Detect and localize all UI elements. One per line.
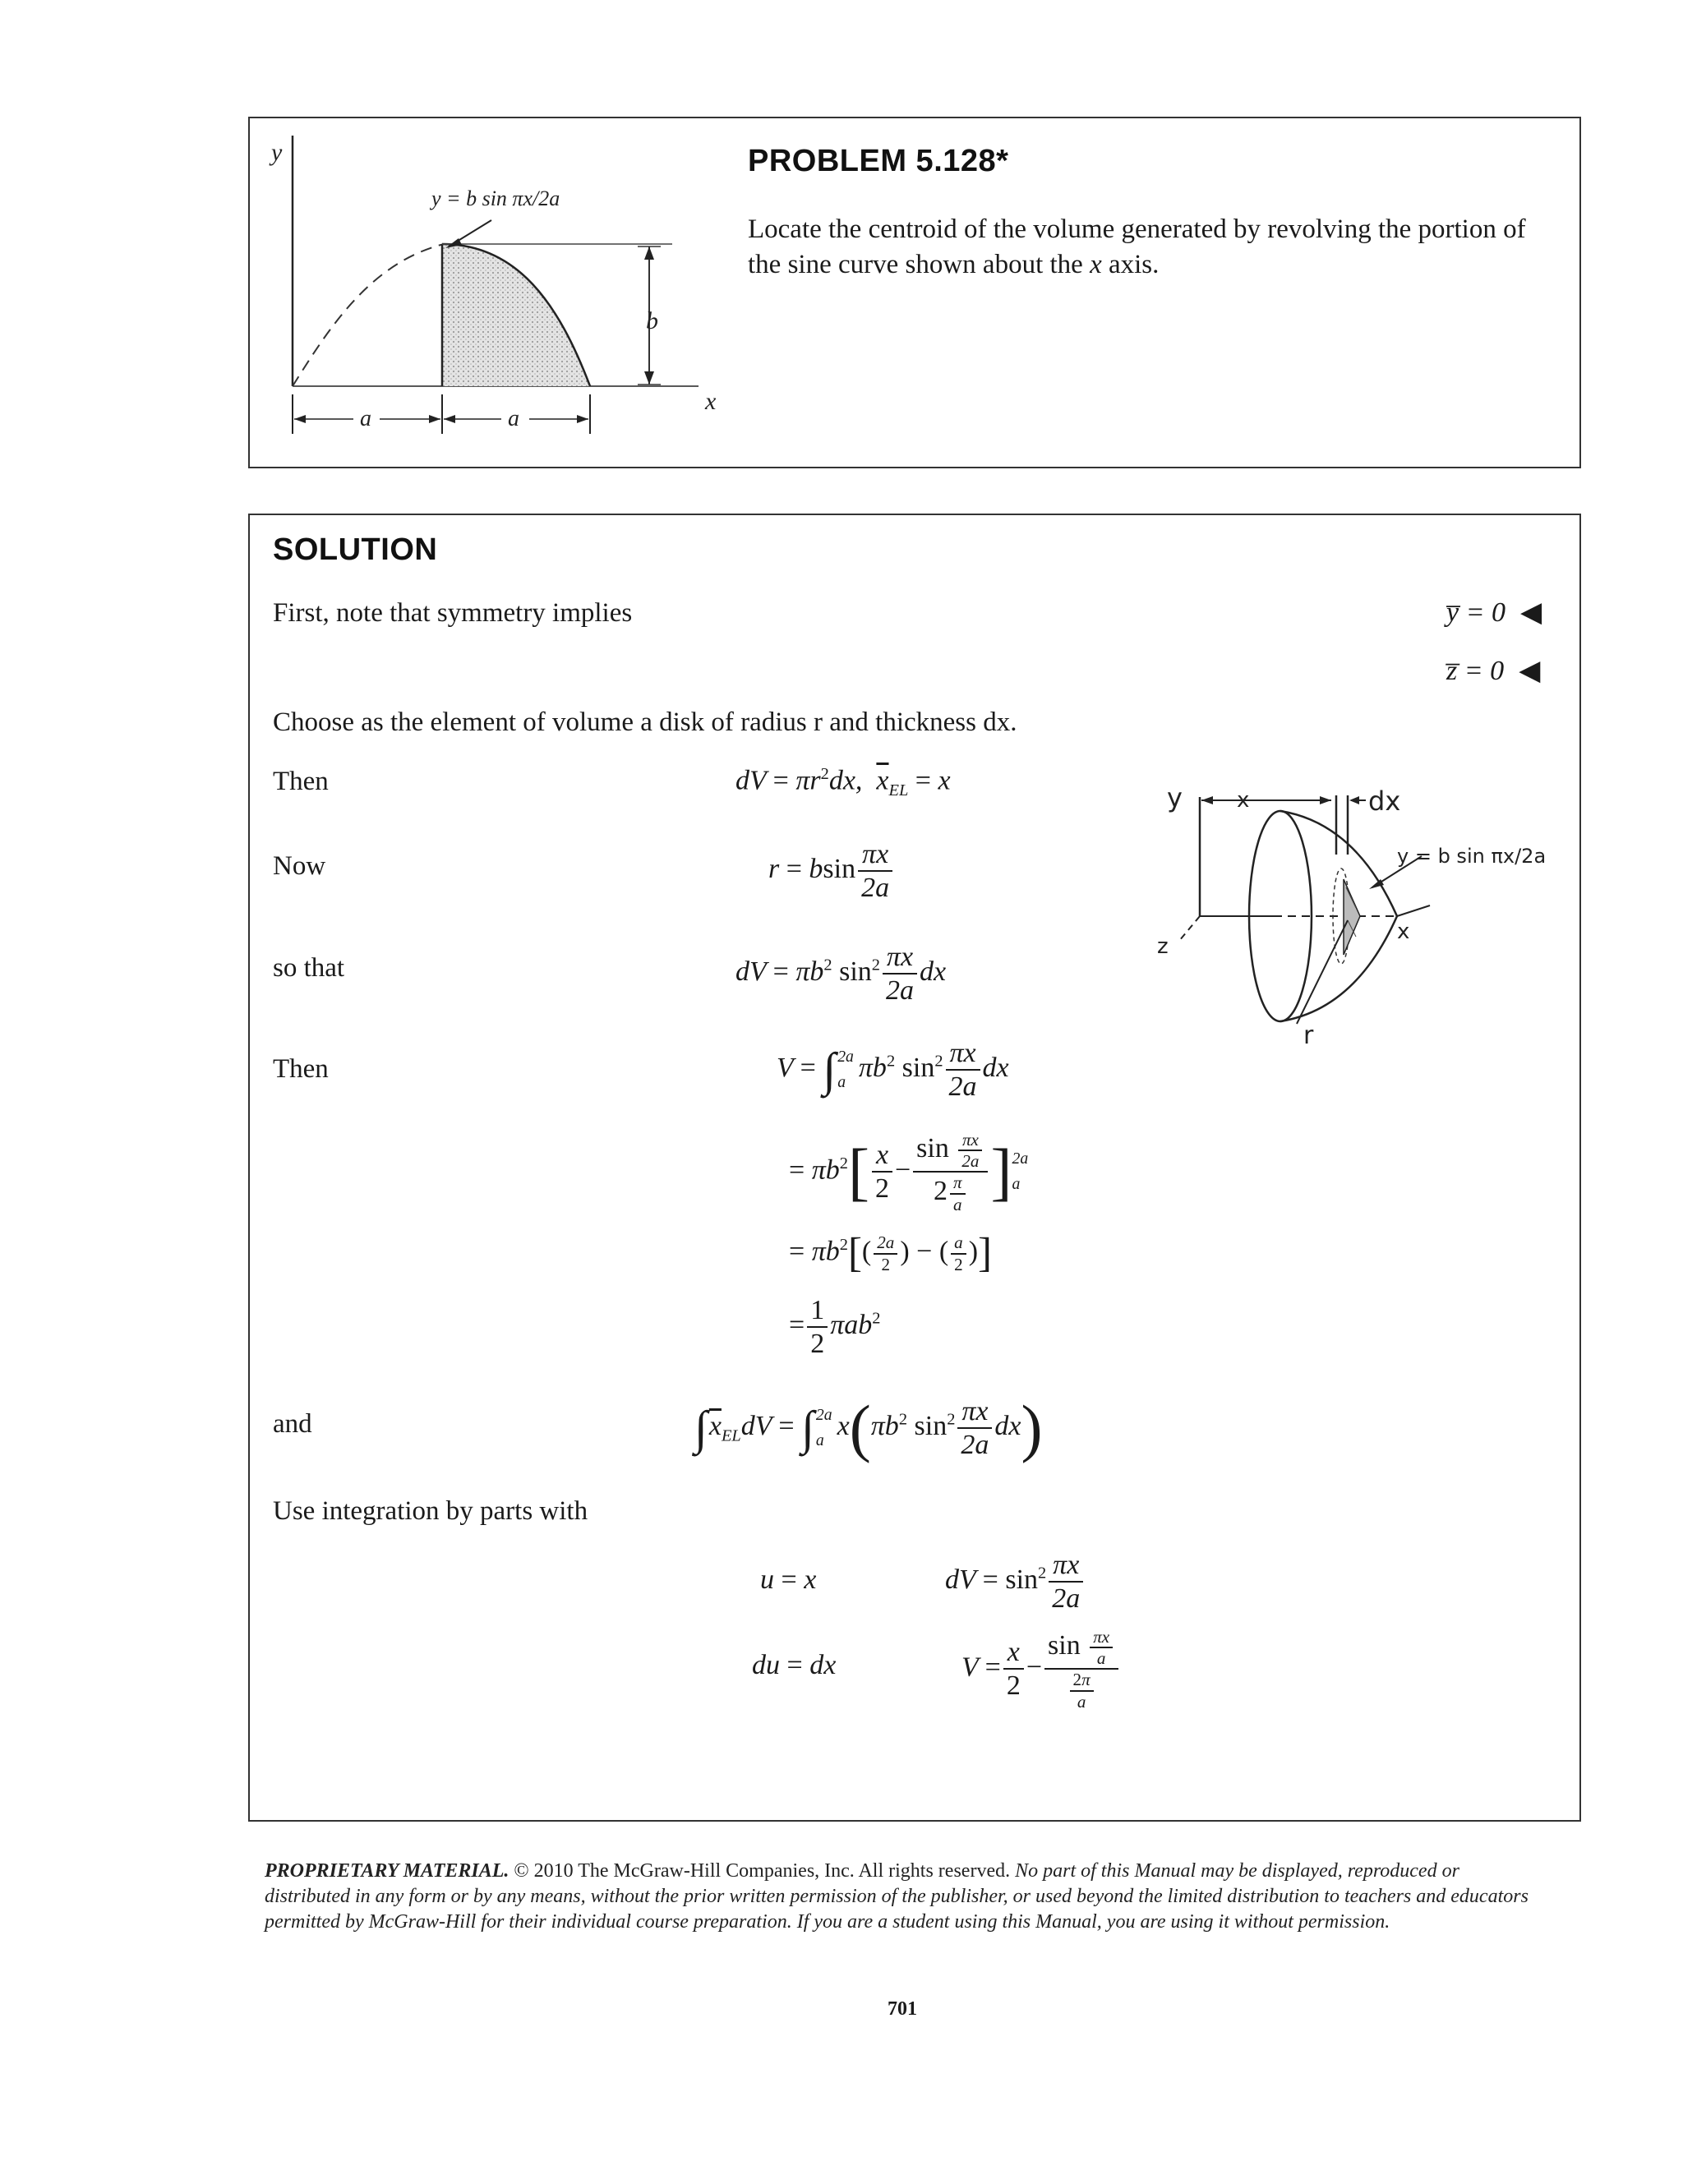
dim-left-label: a <box>360 406 371 431</box>
label-and: and <box>273 1409 312 1439</box>
problem-statement: Locate the centroid of the volume generated by revolving the portion of the sine curve shown about the x axis. <box>748 214 1526 279</box>
eq-du-def: du = dx <box>752 1650 837 1680</box>
problem-figure <box>255 123 748 460</box>
sketch-dx-label: dx <box>1368 786 1401 817</box>
height-label: b <box>646 307 658 334</box>
eq-V-parts: V = $\frac{x}{2}$ − sin $\frac{\pi x}{a}$ $\frac{2\pi}{a}$ <box>961 1627 1121 1712</box>
sketch-r-label: r <box>1303 1021 1314 1050</box>
sketch-z-label: z <box>1157 934 1169 959</box>
answer-y: y̅ = 0 ◀ <box>1446 597 1542 628</box>
problem-title: PROBLEM 5.128* <box>748 144 1009 178</box>
integration-parts-text: Use integration by parts with <box>273 1496 588 1526</box>
dim-right-label: a <box>508 406 519 431</box>
label-then-1: Then <box>273 767 329 796</box>
answer-marker-icon: ◀ <box>1520 597 1542 628</box>
choose-element-text: Choose as the element of volume a disk of radius r and thickness dx. <box>273 707 1017 737</box>
eq-volume-antiderivative: = $\pi b^2$[ $\frac{x}{2}$ − sin $\frac{\pi x}{2a}$ 2 $\frac{\pi}{a}$ ] 2a a <box>789 1130 1029 1214</box>
copyright-notice: PROPRIETARY MATERIAL. © 2010 The McGraw-Hill Companies, Inc. All rights reserved. No part of this Manual may be displayed, reproduced or distributed in any form or by any means, without the prior written permission of the publisher, or used beyond the limited distribution to teachers and educators permitted by McGraw-Hill for their individual course preparation. If you are a student using this Manual, you are using it without permission. <box>265 1860 1529 1933</box>
label-so-that: so that <box>273 953 345 983</box>
eq-radius: r = bsin $\frac{\pi x}{2a}$ <box>768 838 895 904</box>
eq-volume-evaluated: = $\pi b^2$[( $\frac{2a}{2}$ ) − ( $\frac{a}{2}$ )] <box>789 1230 993 1276</box>
sketch-x-dim-label: x <box>1237 788 1250 813</box>
answer-marker-icon: ◀ <box>1519 656 1541 686</box>
solution-title: SOLUTION <box>273 532 438 567</box>
eq-moment-integral: $\int\overline{x}_{EL}dV$ = ∫ 2a a $x(\pi b^2$ $\sin^2$ $\frac{\pi x}{2a}$ dx) <box>694 1391 1043 1463</box>
shaded-region <box>442 244 590 386</box>
y-axis-label: y <box>271 139 283 166</box>
sketch-x-axis-label: x <box>1397 919 1410 944</box>
symmetry-intro: First, note that symmetry implies <box>273 598 633 628</box>
label-now: Now <box>273 851 326 881</box>
eq-dV-sin: dV = $\pi b^2$ $\sin^2$ $\frac{\pi x}{2a}$ dx <box>735 942 947 1007</box>
dashed-curve <box>293 244 444 386</box>
page-number: 701 <box>888 1998 917 2020</box>
answer-z: z̅ = 0 ◀ <box>1446 656 1541 686</box>
sketch-curve-label: y = b sin πx/2a <box>1397 845 1547 868</box>
eq-dV-parts: dV = $\sin^2$ $\frac{\pi x}{2a}$ <box>945 1549 1086 1615</box>
sketch-y-label: y <box>1167 782 1183 813</box>
label-then-2: Then <box>273 1054 329 1084</box>
curve-label: y = b sin πx/2a <box>431 187 560 210</box>
eq-u-def: u = x <box>760 1564 817 1595</box>
eq-dV-disk: dV = $\pi r^2dx$, $\overline{x}_{EL} = x$ <box>735 765 951 800</box>
x-axis-label: x <box>705 388 717 415</box>
eq-volume-integral: V = ∫ 2a a $\pi b^2$ $\sin^2$ $\frac{\pi x}{2a}$ dx <box>777 1038 1009 1103</box>
disk-sketch <box>1150 764 1561 1060</box>
eq-volume-result: = $\frac{1}{2}$ πab$^2$ <box>789 1295 881 1360</box>
